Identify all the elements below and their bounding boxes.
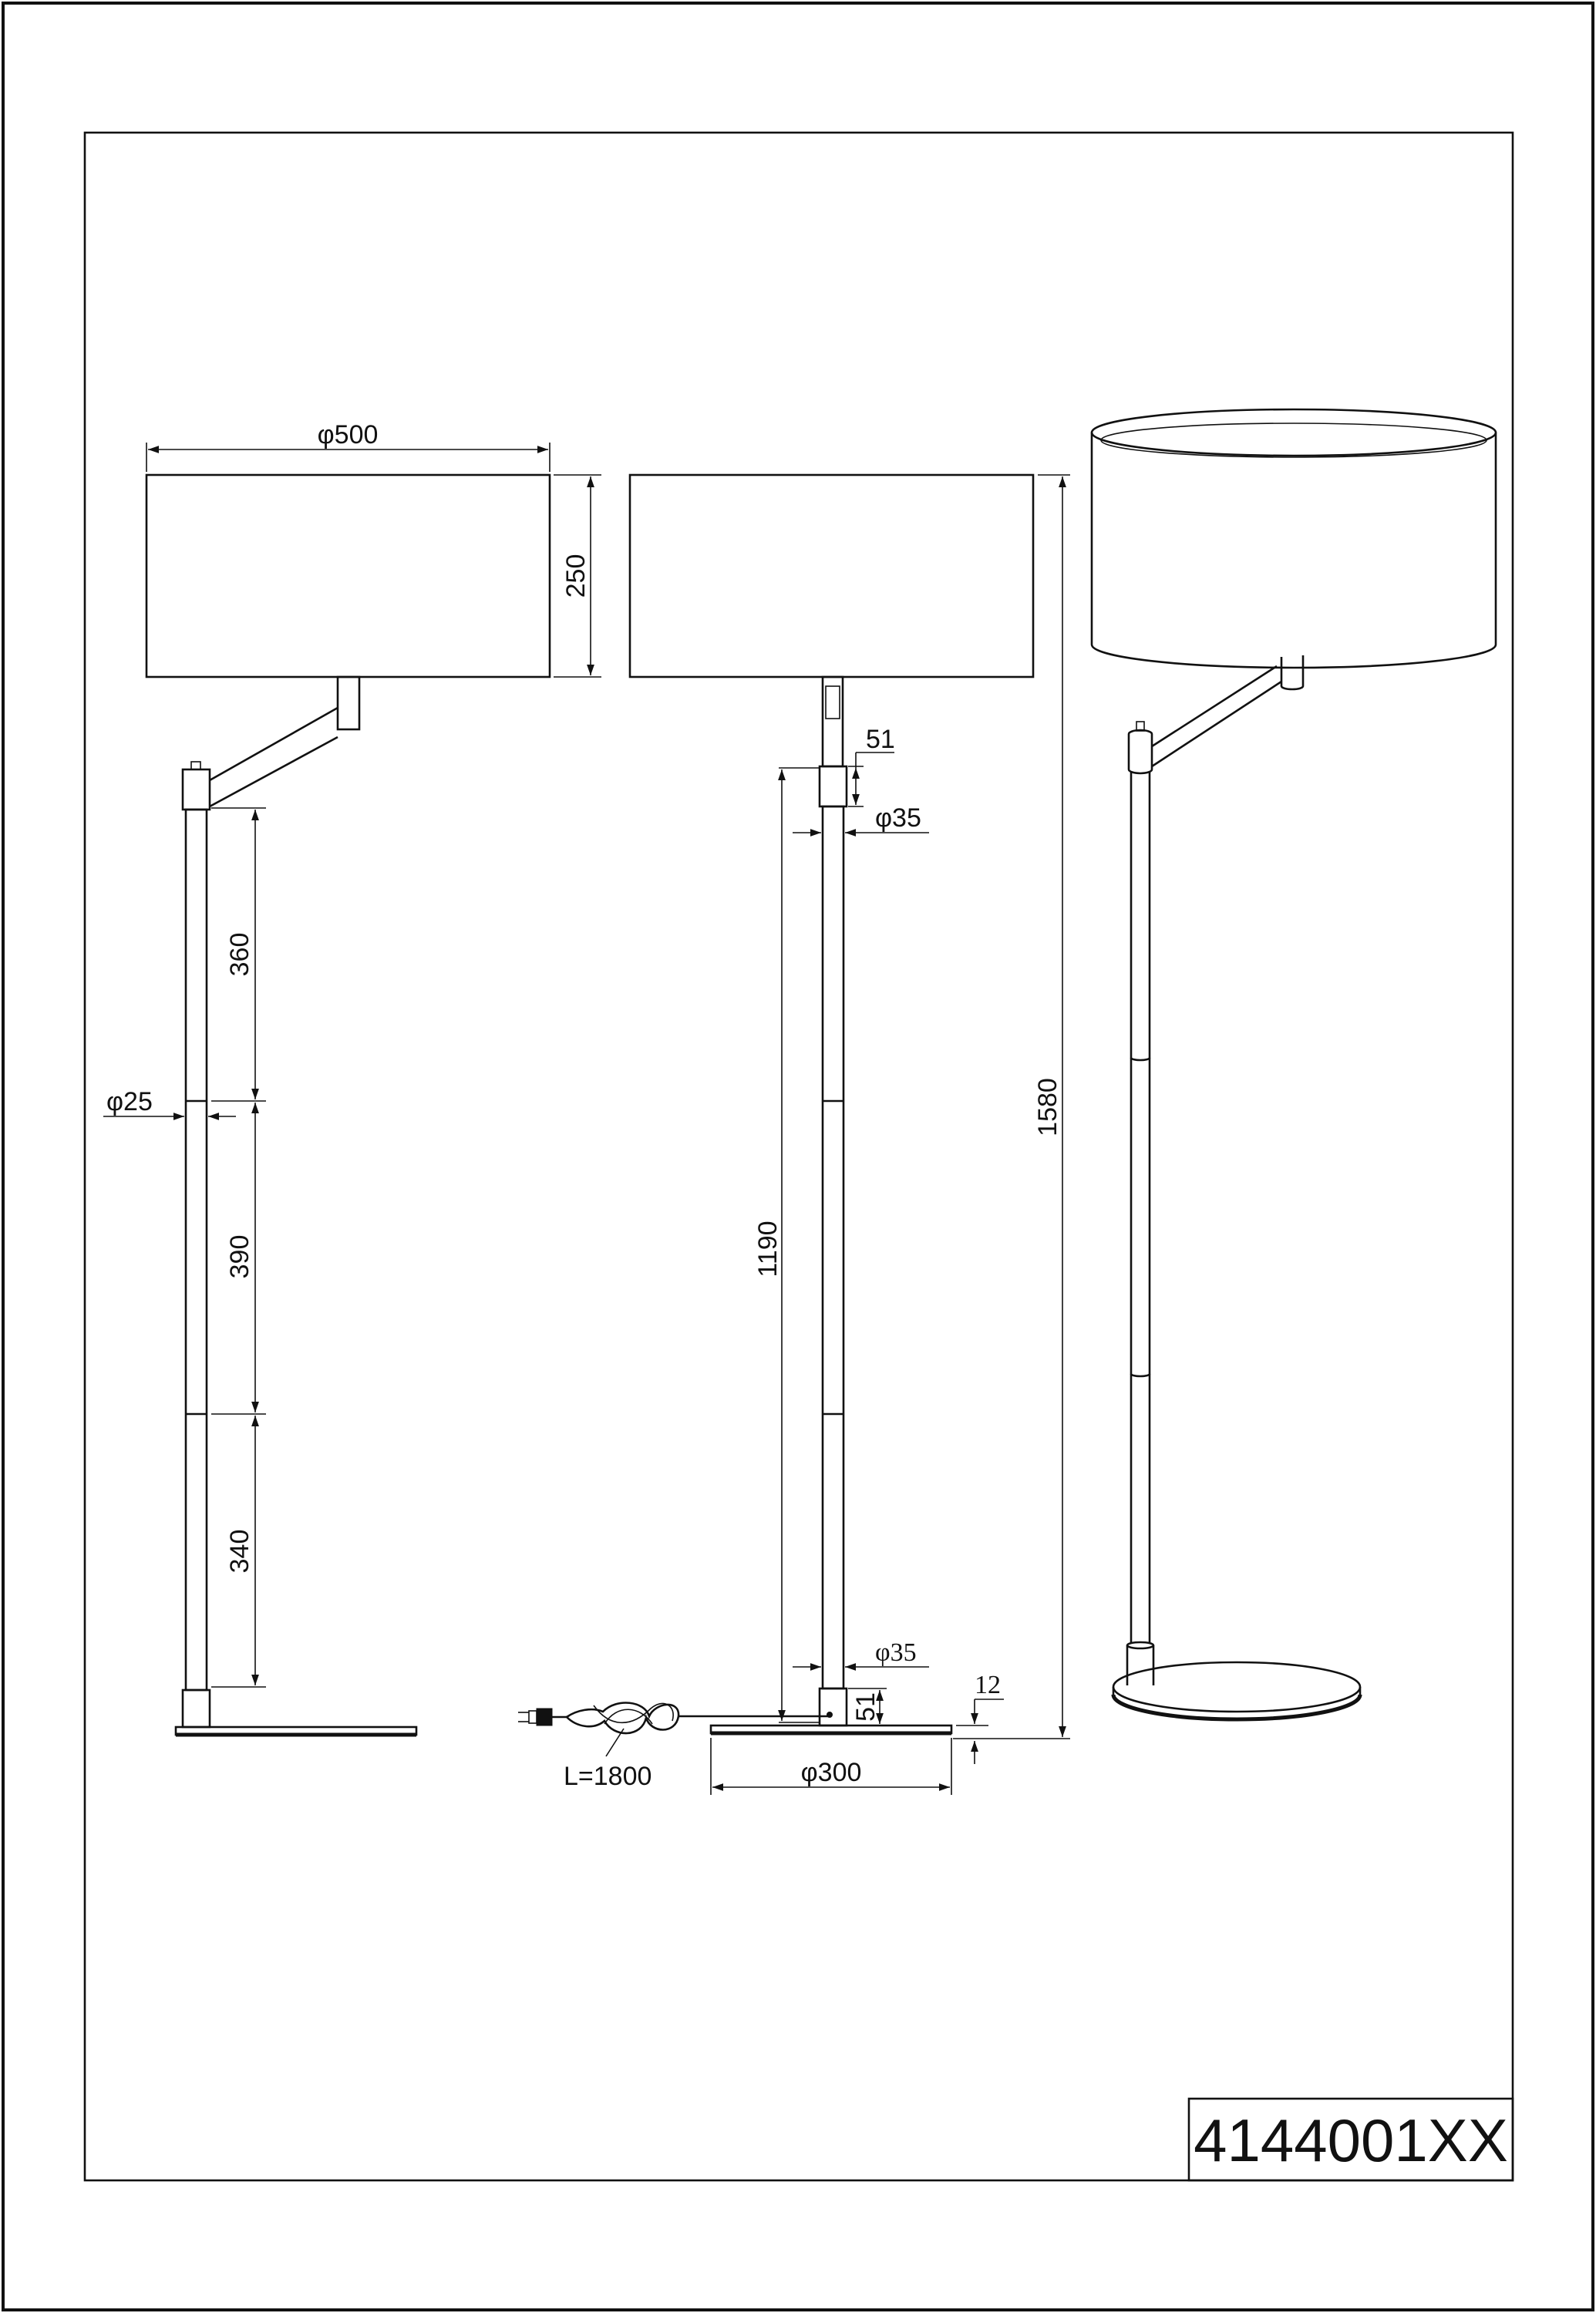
base-plate-bottom-edge [1113, 1695, 1360, 1719]
joint-block-front [820, 766, 847, 806]
power-cable [518, 1703, 828, 1791]
plug-body [537, 1709, 552, 1725]
dim-base-collar-height: 51 [851, 1692, 880, 1722]
base-plate-rim [1113, 1687, 1360, 1719]
dim-segment-bottom: 340 [225, 1529, 254, 1574]
base-collar [183, 1690, 210, 1727]
stand-tube-front [823, 806, 843, 1688]
shade-holder-persp [1281, 655, 1303, 689]
shade-top-rim [1092, 409, 1496, 456]
plug-neck [529, 1711, 537, 1723]
base-plate-top [1113, 1662, 1360, 1712]
shade-bottom-rim [1092, 645, 1496, 668]
tube-joint-2 [1131, 1374, 1150, 1376]
dim-base-collar-diameter: φ35 [875, 1638, 917, 1667]
arm-upper-edge [210, 708, 338, 780]
lampshade-side [146, 475, 550, 677]
dim-stand-height: 1190 [753, 1220, 783, 1278]
inner-frame [85, 133, 1513, 2180]
product-code: 4144001XX [1194, 2106, 1508, 2174]
joint-block [183, 769, 210, 810]
holder-slot [826, 686, 840, 719]
dim-joint-diameter-top: φ35 [875, 803, 921, 833]
arm-lower-edge [1152, 682, 1281, 766]
outer-frame [3, 3, 1593, 2310]
arm-upper-edge [1152, 666, 1277, 746]
joint-persp [1129, 730, 1152, 773]
front-view-middle [518, 475, 1070, 1795]
dim-segment-top: 360 [225, 932, 254, 977]
switch-knob [191, 762, 200, 769]
shade-holder [338, 677, 359, 729]
dim-base-diameter: φ300 [800, 1758, 862, 1787]
dim-segment-middle: 390 [225, 1234, 254, 1279]
arm-lower-edge [210, 737, 338, 806]
dim-joint-height: 51 [866, 725, 895, 754]
side-view-left [103, 420, 601, 1735]
title-block [1189, 2099, 1513, 2180]
cable-coil [567, 1703, 678, 1734]
shade-inner-rim [1101, 423, 1487, 457]
cable-length-leader [606, 1729, 624, 1756]
tube-joint-1 [1131, 1058, 1150, 1060]
base-collar-front [820, 1688, 847, 1725]
dim-shade-diameter: φ500 [317, 420, 379, 449]
dim-base-thickness: 12 [975, 1671, 1001, 1699]
dim-tube-diameter: φ25 [106, 1087, 153, 1116]
dim-total-height: 1580 [1033, 1078, 1062, 1136]
dim-shade-height: 250 [561, 554, 591, 598]
perspective-view-right [1092, 409, 1496, 1719]
base-collar-persp [1127, 1645, 1153, 1685]
lampshade-front [630, 475, 1033, 677]
base-collar-top [1127, 1642, 1153, 1648]
stand-tube [186, 810, 207, 1690]
dim-cable-length: L=1800 [564, 1762, 652, 1791]
